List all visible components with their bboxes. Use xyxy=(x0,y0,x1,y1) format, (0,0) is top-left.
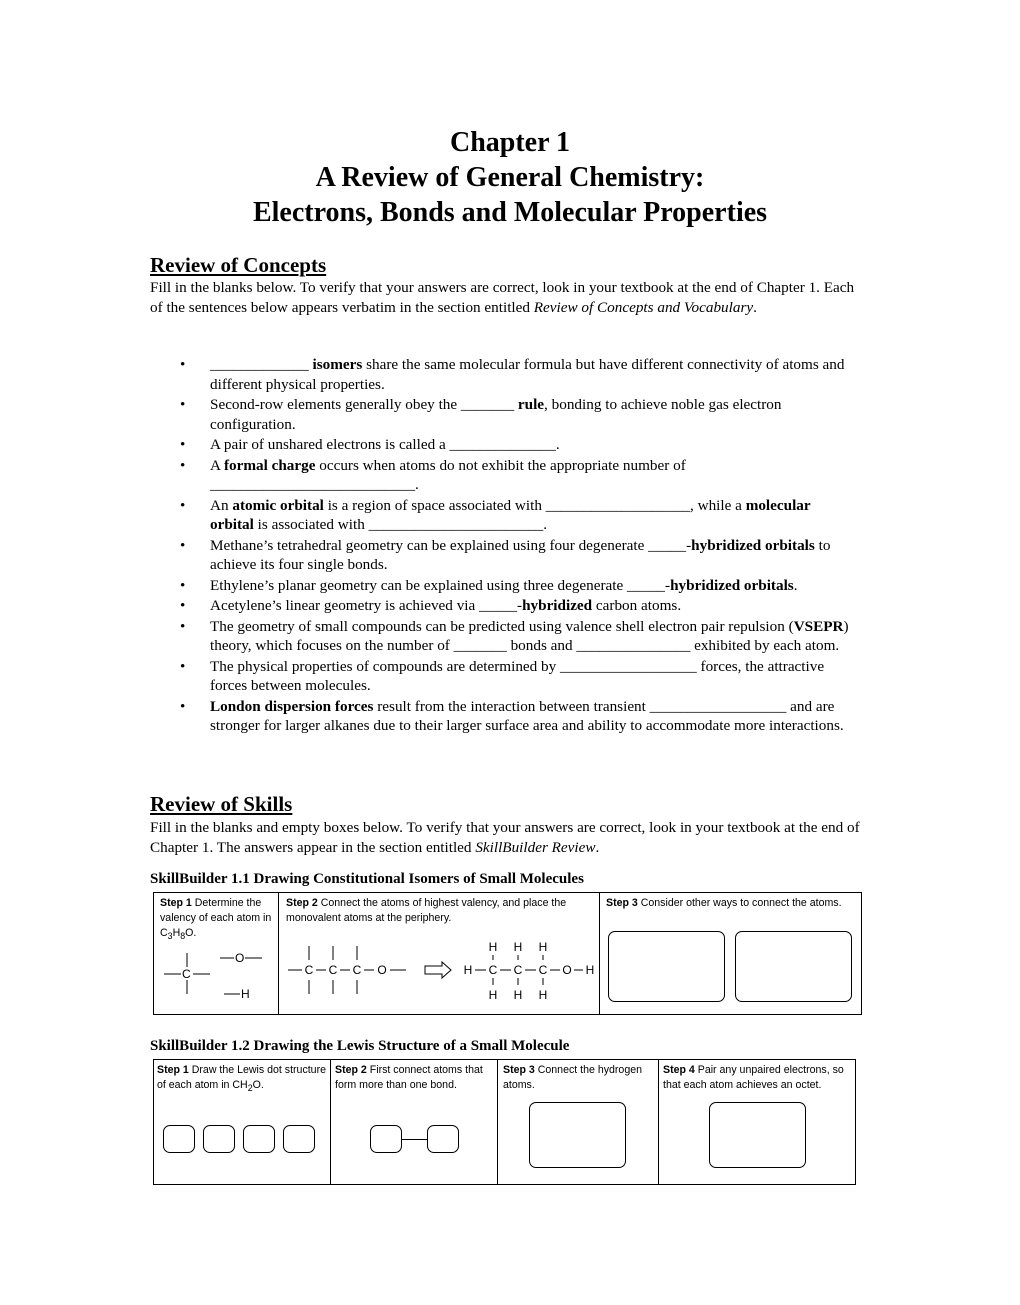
sb11-step3-text: Consider other ways to connect the atoms. xyxy=(640,897,842,909)
concept-bullet xyxy=(150,576,850,596)
skills-intro xyxy=(150,818,865,857)
sb11-step2-label: Step 2 xyxy=(286,897,318,909)
structure-carbon-1: C xyxy=(488,963,498,977)
sb12-step4-text: Pair any unpaired electrons, so that each atom achieves an octet. xyxy=(663,1064,844,1091)
structure-hydrogen-left: H xyxy=(463,963,473,977)
review-of-skills-heading: Review of Skills xyxy=(150,792,293,816)
bullet-text: _____________ xyxy=(210,356,313,373)
skills-intro-italic: SkillBuilder Review xyxy=(475,838,596,856)
bold-term: formal charge xyxy=(223,456,316,474)
bullet-text: to achieve its four single bonds. xyxy=(210,536,831,573)
bullet-text: , bonding to achieve noble gas electron configuration. xyxy=(210,396,782,433)
concept-bullet xyxy=(150,456,850,495)
bold-term: hybridized orbitals xyxy=(670,576,794,594)
skeleton-carbon-1: C xyxy=(304,963,314,977)
chapter-subtitle: Electrons, Bonds and Molecular Properties xyxy=(252,197,768,228)
sb12-atom-box-1[interactable] xyxy=(163,1125,195,1153)
reaction-arrow-icon xyxy=(425,962,451,978)
bullet-text: result from the interaction between transient __________________ and are stronger for larger alkanes due to their larger surface area and ability to accommodate more interactions. xyxy=(210,697,844,734)
sb11-step1-mid: H xyxy=(172,927,181,939)
bold-term: hybridized xyxy=(522,597,593,614)
bullet-text: Acetylene’s linear geometry is achieved via _____- xyxy=(210,597,523,614)
concept-bullet xyxy=(150,617,850,656)
bullet-text: An xyxy=(210,496,233,514)
bold-term: hybridized orbitals xyxy=(691,536,815,554)
skillbuilder-1-2-heading: SkillBuilder 1.2 Drawing the Lewis Structure of a Small Molecule xyxy=(150,1038,570,1054)
skillbuilder-1-1-heading: SkillBuilder 1.1 Drawing Constitutional Isomers of Small Molecules xyxy=(150,871,584,887)
sb11-step3-caption xyxy=(606,896,856,911)
bullet-text: carbon atoms. xyxy=(592,597,682,614)
sb12-divider-3 xyxy=(658,1060,659,1184)
sb12-step2-label: Step 2 xyxy=(335,1064,367,1076)
sb12-connect-box-1[interactable] xyxy=(370,1125,402,1153)
skills-intro-text: Fill in the blanks and empty boxes below. To verify that your answers are correct, look in your textbook at the end of Chapter 1. The answers appear in the section entitled xyxy=(150,819,860,856)
bullet-text: is a region of space associated with ___________________, while a xyxy=(323,496,746,514)
sb11-skeleton-diagram xyxy=(278,893,599,1014)
sb12-step4-answer-box[interactable] xyxy=(709,1102,806,1168)
sb11-divider-2 xyxy=(599,893,600,1014)
sb12-step1-label: Step 1 xyxy=(157,1064,189,1076)
bullet-text: occurs when atoms do not exhibit the appropriate number of ___________________________. xyxy=(210,456,686,493)
concept-bullet xyxy=(150,697,850,736)
sb11-valency-diagram xyxy=(154,893,278,1014)
sb11-step1-sub2: 8 xyxy=(180,931,186,942)
concept-bullet xyxy=(150,496,850,535)
sb12-step1-caption xyxy=(157,1063,331,1096)
concept-bullet xyxy=(150,657,850,696)
structure-hydrogen-bottom-3: H xyxy=(538,988,548,1002)
bullet-text: Methane’s tetrahedral geometry can be explained using four degenerate _____- xyxy=(210,536,692,554)
review-of-concepts-heading: Review of Concepts xyxy=(150,253,327,277)
sb11-step2-text: Connect the atoms of highest valency, and place the monovalent atoms at the periphery. xyxy=(286,897,567,924)
sb12-atom-box-3[interactable] xyxy=(243,1125,275,1153)
structure-hydrogen-top-2: H xyxy=(513,940,523,954)
skillbuilder-1-2-box xyxy=(153,1059,856,1185)
concept-bullet-list xyxy=(150,355,850,737)
chapter-number: Chapter 1 xyxy=(449,127,571,158)
concept-bullet xyxy=(150,355,850,394)
concept-bullet xyxy=(150,435,850,455)
bold-term: atomic orbital xyxy=(232,496,324,514)
bold-term: London dispersion forces xyxy=(210,697,374,715)
structure-hydrogen-top-1: H xyxy=(488,940,498,954)
skeleton-carbon-3: C xyxy=(352,963,362,977)
sb12-atom-box-4[interactable] xyxy=(283,1125,315,1153)
sb11-step1-text: Determine the valency of each atom in C xyxy=(160,897,272,939)
sb11-step1-sub1: 3 xyxy=(167,931,173,942)
concepts-intro xyxy=(150,278,865,317)
skeleton-oxygen: O xyxy=(377,963,387,977)
sb12-step2-caption xyxy=(335,1063,497,1093)
bold-term: VSEPR xyxy=(793,617,844,635)
concept-bullet xyxy=(150,395,850,434)
sb11-step3-label: Step 3 xyxy=(606,897,638,909)
bullet-text: Second-row elements generally obey the _______ xyxy=(210,396,518,413)
sb12-step4-caption xyxy=(663,1063,857,1093)
sb11-oxygen-atom: O xyxy=(235,951,245,965)
sb12-step3-label: Step 3 xyxy=(503,1064,535,1076)
sb11-answer-box-1[interactable] xyxy=(608,931,725,1002)
bullet-text: The geometry of small compounds can be predicted using valence shell electron pair repulsion ( xyxy=(210,617,794,635)
chapter-title: A Review of General Chemistry: xyxy=(315,162,705,193)
sb12-step1-sub: 2 xyxy=(247,1083,253,1094)
sb12-atom-box-2[interactable] xyxy=(203,1125,235,1153)
sb12-step3-text: Connect the hydrogen atoms. xyxy=(503,1064,642,1091)
structure-hydrogen-top-3: H xyxy=(538,940,548,954)
bullet-text: A xyxy=(210,456,224,474)
skeleton-carbon-2: C xyxy=(328,963,338,977)
sb12-step4-label: Step 4 xyxy=(663,1064,695,1076)
sb11-answer-box-2[interactable] xyxy=(735,931,852,1002)
sb12-step1-end: O. xyxy=(252,1079,264,1091)
structure-hydrogen-bottom-2: H xyxy=(513,988,523,1002)
bold-term: isomers xyxy=(312,356,363,373)
concepts-intro-text: Fill in the blanks below. To verify that your answers are correct, look in your textbook at the end of Chapter 1. Each of the sentences below appears verbatim in the section entitled xyxy=(150,279,855,316)
sb12-connect-box-2[interactable] xyxy=(427,1125,459,1153)
sb12-step2-text: First connect atoms that form more than one bond. xyxy=(335,1064,483,1091)
sb12-step1-text: Draw the Lewis dot structure of each atom in CH xyxy=(157,1064,326,1091)
concepts-intro-italic: Review of Concepts and Vocabulary xyxy=(533,298,754,316)
sb12-connect-bond xyxy=(402,1139,427,1140)
sb12-step3-answer-box[interactable] xyxy=(529,1102,626,1168)
skillbuilder-1-1-box xyxy=(153,892,862,1015)
sb12-divider-1 xyxy=(330,1060,331,1184)
concepts-intro-end: . xyxy=(753,298,757,316)
concept-bullet xyxy=(150,596,850,616)
sb12-divider-2 xyxy=(497,1060,498,1184)
bullet-text: is associated with _______________________. xyxy=(253,516,548,533)
structure-carbon-3: C xyxy=(538,963,548,977)
sb11-hydrogen-atom: H xyxy=(241,987,250,1001)
sb11-carbon-atom: C xyxy=(182,967,191,981)
sb11-step1-label: Step 1 xyxy=(160,897,192,909)
bullet-text: . xyxy=(793,576,798,594)
bullet-text: A pair of unshared electrons is called a ______________. xyxy=(210,436,560,453)
structure-hydrogen-bottom-1: H xyxy=(488,988,498,1002)
bullet-text: ) theory, which focuses on the number of _______ bonds and _______________ exhibited by each atom. xyxy=(210,617,849,654)
bullet-text: Ethylene’s planar geometry can be explained using three degenerate _____- xyxy=(210,576,671,594)
bold-term: rule xyxy=(517,396,545,413)
bullet-text: share the same molecular formula but have different connectivity of atoms and different physical properties. xyxy=(210,356,845,393)
structure-oxygen: O xyxy=(562,963,572,977)
concept-bullet xyxy=(150,536,850,575)
sb12-step3-caption xyxy=(503,1063,653,1093)
sb11-step1-end: O. xyxy=(185,927,197,939)
structure-carbon-2: C xyxy=(513,963,523,977)
bold-term: molecular orbital xyxy=(210,496,811,533)
bullet-text: The physical properties of compounds are determined by __________________ forces, the attractive forces between molecules. xyxy=(210,657,825,694)
structure-hydrogen-right: H xyxy=(585,963,595,977)
skills-intro-end: . xyxy=(595,838,600,856)
